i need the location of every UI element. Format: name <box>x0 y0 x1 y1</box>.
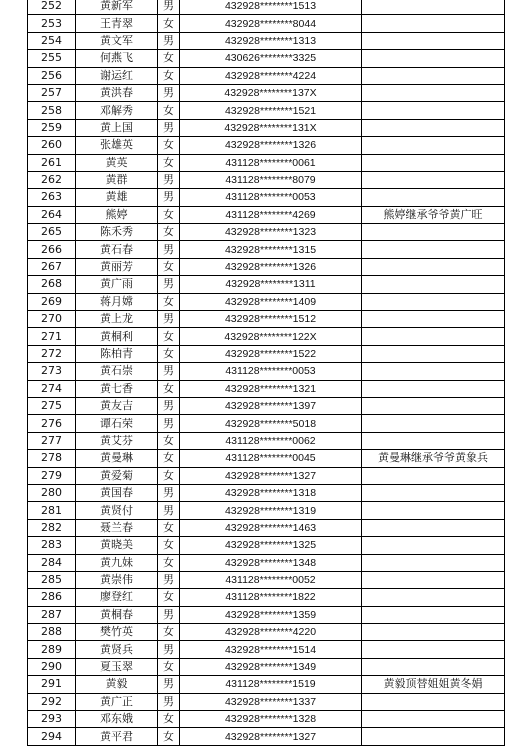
id-number-cell: 432928********1313 <box>180 32 362 49</box>
id-number-cell: 432928********1349 <box>180 658 362 675</box>
remark-cell <box>362 467 505 484</box>
remark-cell <box>362 258 505 275</box>
name-cell: 樊竹英 <box>76 624 158 641</box>
table-row <box>28 519 505 536</box>
remark-cell: 黄毅顶替姐姐黄冬娟 <box>362 676 505 693</box>
remark-cell <box>362 154 505 171</box>
name-cell: 黄群 <box>76 171 158 188</box>
table-row <box>28 84 505 101</box>
gender-cell: 女 <box>158 137 180 154</box>
remark-cell <box>362 0 505 15</box>
row-number-cell: 264 <box>28 206 76 223</box>
gender-cell: 男 <box>158 502 180 519</box>
name-cell: 黄贤付 <box>76 502 158 519</box>
gender-cell: 女 <box>158 345 180 362</box>
row-number-cell: 270 <box>28 311 76 328</box>
id-number-cell: 432928********122X <box>180 328 362 345</box>
id-number-cell: 431128********1519 <box>180 676 362 693</box>
table-row <box>28 293 505 310</box>
row-number-cell: 277 <box>28 432 76 449</box>
id-number-cell: 432928********1409 <box>180 293 362 310</box>
row-number-cell: 288 <box>28 624 76 641</box>
remark-cell <box>362 102 505 119</box>
id-number-cell: 432928********1512 <box>180 311 362 328</box>
remark-cell <box>362 119 505 136</box>
name-cell: 黄新军 <box>76 0 158 15</box>
gender-cell: 女 <box>158 432 180 449</box>
name-cell: 陈禾秀 <box>76 224 158 241</box>
gender-cell: 女 <box>158 624 180 641</box>
name-cell: 张雄英 <box>76 137 158 154</box>
id-number-cell: 432928********1521 <box>180 102 362 119</box>
name-cell: 黄友吉 <box>76 397 158 414</box>
name-cell: 黄平君 <box>76 728 158 745</box>
row-number-cell: 284 <box>28 554 76 571</box>
row-number-cell: 274 <box>28 380 76 397</box>
name-cell: 黄丽芳 <box>76 258 158 275</box>
name-cell: 黄艾芬 <box>76 432 158 449</box>
name-cell: 谢运红 <box>76 67 158 84</box>
remark-cell <box>362 432 505 449</box>
gender-cell: 女 <box>158 554 180 571</box>
id-number-cell: 432928********1327 <box>180 728 362 745</box>
table-row <box>28 311 505 328</box>
row-number-cell: 254 <box>28 32 76 49</box>
id-number-cell: 432928********8044 <box>180 15 362 32</box>
row-number-cell: 285 <box>28 571 76 588</box>
table-row <box>28 606 505 623</box>
name-cell: 黄贤兵 <box>76 641 158 658</box>
gender-cell: 女 <box>158 450 180 467</box>
remark-cell <box>362 363 505 380</box>
remark-cell <box>362 554 505 571</box>
remark-cell: 黄曼琳继承爷爷黄象兵 <box>362 450 505 467</box>
row-number-cell: 263 <box>28 189 76 206</box>
name-cell: 黄雄 <box>76 189 158 206</box>
id-number-cell: 432928********1513 <box>180 0 362 15</box>
id-number-cell: 430626********3325 <box>180 50 362 67</box>
row-number-cell: 294 <box>28 728 76 745</box>
remark-cell <box>362 67 505 84</box>
table-row <box>28 502 505 519</box>
remark-cell <box>362 15 505 32</box>
gender-cell: 女 <box>158 380 180 397</box>
row-number-cell: 266 <box>28 241 76 258</box>
name-cell: 廖登红 <box>76 589 158 606</box>
gender-cell: 女 <box>158 467 180 484</box>
row-number-cell: 272 <box>28 345 76 362</box>
remark-cell <box>362 502 505 519</box>
name-cell: 熊婷 <box>76 206 158 223</box>
row-number-cell: 276 <box>28 415 76 432</box>
remark-cell <box>362 224 505 241</box>
table-row <box>28 415 505 432</box>
id-number-cell: 432928********5018 <box>180 415 362 432</box>
table-row <box>28 693 505 710</box>
id-number-cell: 431128********0052 <box>180 571 362 588</box>
gender-cell: 男 <box>158 311 180 328</box>
gender-cell: 男 <box>158 363 180 380</box>
id-number-cell: 431128********0045 <box>180 450 362 467</box>
gender-cell: 男 <box>158 241 180 258</box>
gender-cell: 女 <box>158 589 180 606</box>
table-row <box>28 32 505 49</box>
remark-cell <box>362 171 505 188</box>
id-number-cell: 432928********1318 <box>180 484 362 501</box>
id-number-cell: 432928********1397 <box>180 397 362 414</box>
gender-cell: 女 <box>158 293 180 310</box>
remark-cell <box>362 728 505 745</box>
row-number-cell: 283 <box>28 537 76 554</box>
table-row <box>28 137 505 154</box>
table-row <box>28 658 505 675</box>
gender-cell: 男 <box>158 571 180 588</box>
table-row <box>28 728 505 745</box>
gender-cell: 女 <box>158 15 180 32</box>
name-cell: 黄爱菊 <box>76 467 158 484</box>
id-number-cell: 432928********1348 <box>180 554 362 571</box>
id-number-cell: 432928********1514 <box>180 641 362 658</box>
gender-cell: 女 <box>158 258 180 275</box>
name-cell: 黄上龙 <box>76 311 158 328</box>
remark-cell <box>362 571 505 588</box>
table-row <box>28 154 505 171</box>
name-cell: 谭石荣 <box>76 415 158 432</box>
gender-cell: 男 <box>158 606 180 623</box>
table-row <box>28 432 505 449</box>
name-cell: 黄文军 <box>76 32 158 49</box>
gender-cell: 男 <box>158 84 180 101</box>
name-cell: 黄广雨 <box>76 276 158 293</box>
gender-cell: 男 <box>158 171 180 188</box>
gender-cell: 男 <box>158 0 180 15</box>
gender-cell: 男 <box>158 276 180 293</box>
remark-cell <box>362 537 505 554</box>
remark-cell <box>362 84 505 101</box>
name-cell: 蒋月嫦 <box>76 293 158 310</box>
table-row <box>28 624 505 641</box>
table-row <box>28 397 505 414</box>
row-number-cell: 279 <box>28 467 76 484</box>
table-row <box>28 554 505 571</box>
name-cell: 黄英 <box>76 154 158 171</box>
row-number-cell: 255 <box>28 50 76 67</box>
row-number-cell: 260 <box>28 137 76 154</box>
row-number-cell: 286 <box>28 589 76 606</box>
id-number-cell: 431128********0053 <box>180 363 362 380</box>
name-cell: 黄国春 <box>76 484 158 501</box>
row-number-cell: 259 <box>28 119 76 136</box>
table-row <box>28 241 505 258</box>
name-cell: 黄毅 <box>76 676 158 693</box>
table-row <box>28 328 505 345</box>
id-number-cell: 432928********1463 <box>180 519 362 536</box>
table-row <box>28 467 505 484</box>
name-cell: 黄洪春 <box>76 84 158 101</box>
gender-cell: 男 <box>158 32 180 49</box>
id-number-cell: 431128********1822 <box>180 589 362 606</box>
row-number-cell: 290 <box>28 658 76 675</box>
gender-cell: 女 <box>158 102 180 119</box>
row-number-cell: 275 <box>28 397 76 414</box>
gender-cell: 女 <box>158 728 180 745</box>
row-number-cell: 282 <box>28 519 76 536</box>
id-number-cell: 431128********8079 <box>180 171 362 188</box>
id-number-cell: 431128********0061 <box>180 154 362 171</box>
table-row <box>28 258 505 275</box>
gender-cell: 男 <box>158 415 180 432</box>
table-row <box>28 537 505 554</box>
table-row <box>28 276 505 293</box>
remark-cell <box>362 693 505 710</box>
id-number-cell: 432928********1319 <box>180 502 362 519</box>
id-number-cell: 431128********0062 <box>180 432 362 449</box>
gender-cell: 男 <box>158 676 180 693</box>
name-cell: 夏玉翠 <box>76 658 158 675</box>
id-number-cell: 432928********1323 <box>180 224 362 241</box>
id-number-cell: 432928********1325 <box>180 537 362 554</box>
row-number-cell: 287 <box>28 606 76 623</box>
row-number-cell: 256 <box>28 67 76 84</box>
id-number-cell: 432928********1315 <box>180 241 362 258</box>
row-number-cell: 261 <box>28 154 76 171</box>
remark-cell <box>362 624 505 641</box>
row-number-cell: 258 <box>28 102 76 119</box>
remark-cell <box>362 189 505 206</box>
remark-cell <box>362 589 505 606</box>
row-number-cell: 268 <box>28 276 76 293</box>
table-row <box>28 676 505 693</box>
remark-cell: 熊婷继承爷爷黄广旺 <box>362 206 505 223</box>
remark-cell <box>362 50 505 67</box>
row-number-cell: 291 <box>28 676 76 693</box>
row-number-cell: 280 <box>28 484 76 501</box>
gender-cell: 男 <box>158 693 180 710</box>
id-number-cell: 431128********0053 <box>180 189 362 206</box>
row-number-cell: 278 <box>28 450 76 467</box>
name-cell: 黄曼琳 <box>76 450 158 467</box>
table-row <box>28 0 505 15</box>
row-number-cell: 269 <box>28 293 76 310</box>
row-number-cell: 281 <box>28 502 76 519</box>
gender-cell: 男 <box>158 189 180 206</box>
id-number-cell: 432928********131X <box>180 119 362 136</box>
table-row <box>28 224 505 241</box>
gender-cell: 男 <box>158 119 180 136</box>
id-number-cell: 432928********1311 <box>180 276 362 293</box>
row-number-cell: 293 <box>28 711 76 728</box>
table-row <box>28 571 505 588</box>
name-cell: 聂兰春 <box>76 519 158 536</box>
name-cell: 黄石崇 <box>76 363 158 380</box>
row-number-cell: 267 <box>28 258 76 275</box>
row-number-cell: 265 <box>28 224 76 241</box>
remark-cell <box>362 658 505 675</box>
id-number-cell: 432928********4224 <box>180 67 362 84</box>
name-cell: 陈柏青 <box>76 345 158 362</box>
gender-cell: 女 <box>158 154 180 171</box>
name-cell: 黄九妹 <box>76 554 158 571</box>
table-row <box>28 484 505 501</box>
row-number-cell: 262 <box>28 171 76 188</box>
table-row <box>28 363 505 380</box>
remark-cell <box>362 276 505 293</box>
table-row <box>28 345 505 362</box>
row-number-cell: 289 <box>28 641 76 658</box>
name-cell: 黄石春 <box>76 241 158 258</box>
gender-cell: 女 <box>158 206 180 223</box>
remark-cell <box>362 345 505 362</box>
id-number-cell: 432928********1328 <box>180 711 362 728</box>
name-cell: 黄桐利 <box>76 328 158 345</box>
id-number-cell: 432928********4220 <box>180 624 362 641</box>
table-row <box>28 206 505 223</box>
remark-cell <box>362 241 505 258</box>
row-number-cell: 292 <box>28 693 76 710</box>
remark-cell <box>362 32 505 49</box>
gender-cell: 女 <box>158 67 180 84</box>
id-number-cell: 432928********1327 <box>180 467 362 484</box>
table-row <box>28 450 505 467</box>
table-row <box>28 102 505 119</box>
gender-cell: 女 <box>158 328 180 345</box>
gender-cell: 女 <box>158 50 180 67</box>
roster-table-body <box>28 0 505 745</box>
remark-cell <box>362 328 505 345</box>
remark-cell <box>362 711 505 728</box>
name-cell: 邓东娥 <box>76 711 158 728</box>
row-number-cell: 271 <box>28 328 76 345</box>
name-cell: 黄桐春 <box>76 606 158 623</box>
id-number-cell: 431128********4269 <box>180 206 362 223</box>
remark-cell <box>362 380 505 397</box>
name-cell: 黄广正 <box>76 693 158 710</box>
gender-cell: 女 <box>158 658 180 675</box>
id-number-cell: 432928********1522 <box>180 345 362 362</box>
remark-cell <box>362 293 505 310</box>
name-cell: 黄上国 <box>76 119 158 136</box>
gender-cell: 男 <box>158 641 180 658</box>
id-number-cell: 432928********1321 <box>180 380 362 397</box>
gender-cell: 男 <box>158 484 180 501</box>
remark-cell <box>362 415 505 432</box>
table-row <box>28 641 505 658</box>
row-number-cell: 253 <box>28 15 76 32</box>
remark-cell <box>362 519 505 536</box>
row-number-cell: 273 <box>28 363 76 380</box>
remark-cell <box>362 641 505 658</box>
table-row <box>28 171 505 188</box>
gender-cell: 女 <box>158 711 180 728</box>
roster-table <box>27 0 505 746</box>
name-cell: 黄崇伟 <box>76 571 158 588</box>
gender-cell: 女 <box>158 224 180 241</box>
name-cell: 黄晓美 <box>76 537 158 554</box>
id-number-cell: 432928********137X <box>180 84 362 101</box>
table-row <box>28 119 505 136</box>
table-row <box>28 50 505 67</box>
gender-cell: 女 <box>158 537 180 554</box>
name-cell: 邓解秀 <box>76 102 158 119</box>
remark-cell <box>362 397 505 414</box>
remark-cell <box>362 137 505 154</box>
table-row <box>28 380 505 397</box>
remark-cell <box>362 484 505 501</box>
table-row <box>28 67 505 84</box>
name-cell: 王青翠 <box>76 15 158 32</box>
row-number-cell: 252 <box>28 0 76 15</box>
table-row <box>28 15 505 32</box>
name-cell: 何燕飞 <box>76 50 158 67</box>
name-cell: 黄七香 <box>76 380 158 397</box>
remark-cell <box>362 311 505 328</box>
table-row <box>28 189 505 206</box>
id-number-cell: 432928********1337 <box>180 693 362 710</box>
table-row <box>28 711 505 728</box>
gender-cell: 男 <box>158 397 180 414</box>
id-number-cell: 432928********1326 <box>180 258 362 275</box>
row-number-cell: 257 <box>28 84 76 101</box>
id-number-cell: 432928********1359 <box>180 606 362 623</box>
gender-cell: 女 <box>158 519 180 536</box>
id-number-cell: 432928********1326 <box>180 137 362 154</box>
remark-cell <box>362 606 505 623</box>
table-row <box>28 589 505 606</box>
